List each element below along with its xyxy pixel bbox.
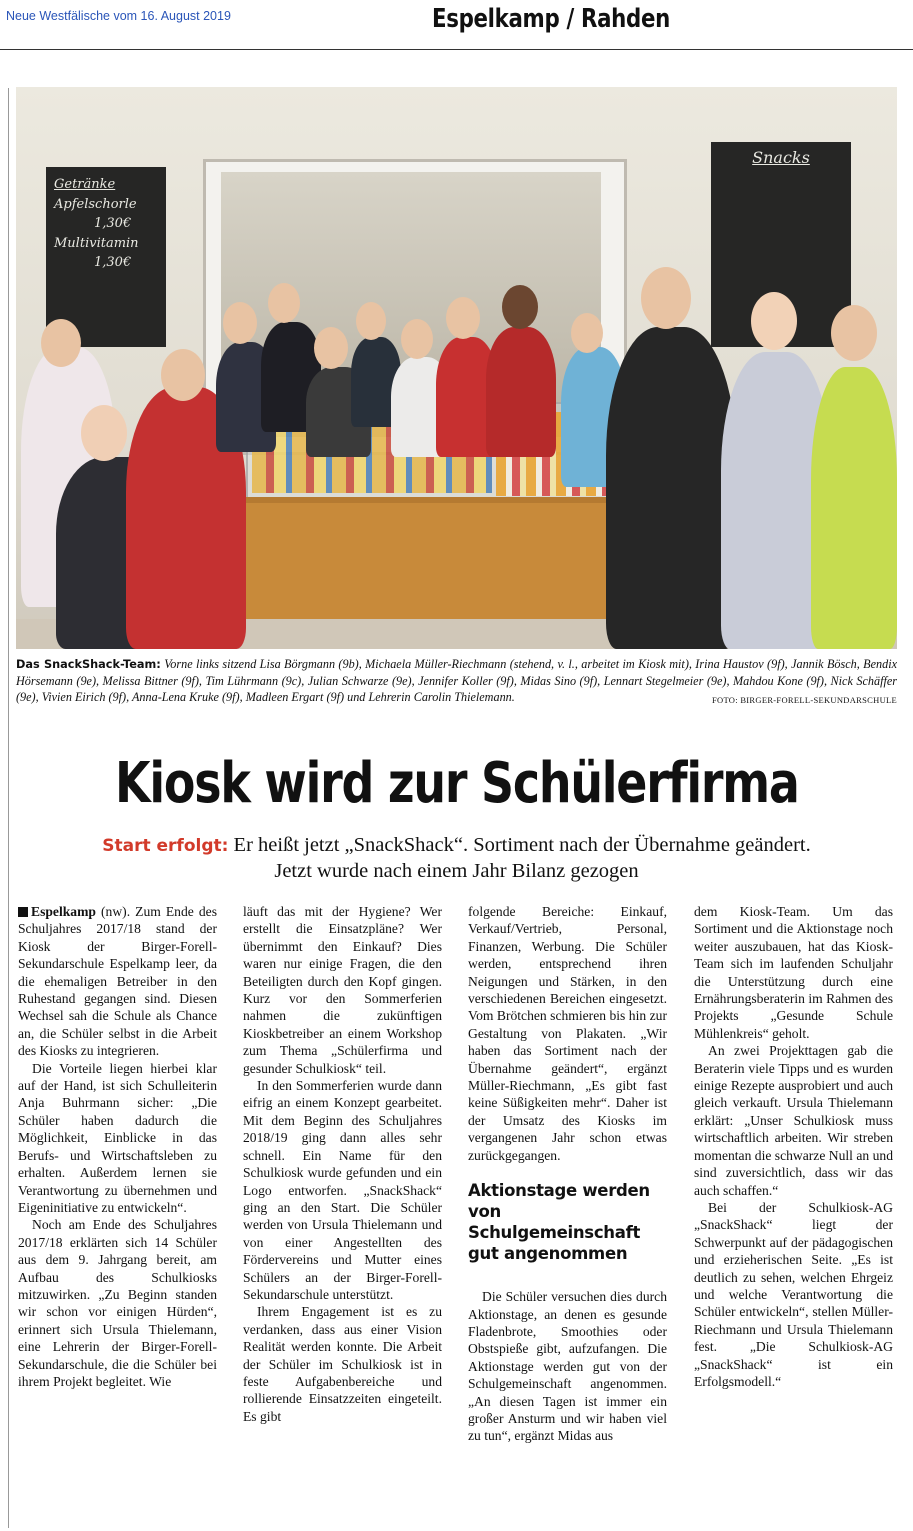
dateline: Espelkamp bbox=[31, 904, 96, 919]
caption-text: Vorne links sitzend Lisa Börgmann (9b), Michaela Müller-Riechmann (stehend, v. l., arbeitet im Kiosk mit), Irina Haustov (9f), Jannik Bösch, Bendix Hörsemann (9e), Melissa Bittner (9f), Tim Lührmann (9c), Julian Schwarze (9e), Jennifer Koller (9f), Midas Sino (9f), Lennart Stegelmeier (9e), Mahdou Kone (9f), Nick Schäffer (9e), Vivien Eirich (9f), Anna-Lena Kruke (9f), Madleen Ergart (9f) und Lehrerin Carolin Thielemann. bbox=[16, 657, 897, 704]
header-divider bbox=[0, 49, 913, 50]
photo-credit: FOTO: BIRGER-FORELL-SEKUNDARSCHULE bbox=[711, 695, 897, 705]
person-head bbox=[41, 319, 81, 367]
section-title: Espelkamp / Rahden bbox=[432, 4, 670, 34]
article-paragraph bbox=[18, 903, 217, 1060]
person-head bbox=[571, 313, 603, 353]
person-head bbox=[751, 292, 797, 350]
board-line: Getränke bbox=[54, 177, 116, 192]
headline-text: Kiosk wird zur Schülerfirma bbox=[114, 751, 799, 816]
article-paragraph: Die Vorteile liegen hierbei klar auf der Hand, ist sich Schulleiterin Anja Buhrmann sicher: „Die Schüler haben dadurch die Möglichkeit, Einblicke in das Berufs- und Wirtschaftsleben zu erhalten. Außerdem lernen sie Verantwortung zu übernehmen und Eigeninitiative zu entwickeln“. bbox=[18, 1060, 217, 1215]
board-line: Apfelschorle bbox=[54, 196, 137, 212]
article-paragraph: dem Kiosk-Team. Um das Sortiment und die Aktionstage noch weiter auszubauen, hat das Kiosk-Team sich im laufenden Schuljahr die Unterstützung durch eine Ernährungsberaterin im Rahmen des Projekts „Gesunde Schule Mühlenkreis“ geholt. bbox=[694, 904, 893, 1041]
newspaper-source: Neue Westfälische vom 16. August 2019 bbox=[6, 9, 231, 23]
article-headline bbox=[0, 752, 913, 816]
person-head bbox=[268, 283, 300, 323]
subhead-line2: Jetzt wurde nach einem Jahr Bilanz gezogen bbox=[274, 860, 639, 882]
paragraph-text: (nw). Zum Ende des Schuljahres 2017/18 stand der Kiosk der Birger-Forell-Sekundarschule Espelkamp leer, da die ehemaligen Betreiber in den Ruhestand gegangen sind. Diesen Wechsel sah die Schule als Chance an, die Schüler selbst in die Arbeit des Kiosks zu integrieren. bbox=[18, 904, 217, 1059]
article-paragraph: Die Schüler versuchen dies durch Aktionstage, an denen es gesunde Fladenbrote, Smoothies oder Obstspieße gibt, aufzufangen. Die Aktionstage werden gut von der Schulgemeinschaft angenommen. „An diesen Tagen ist immer ein großer Ansturm und wir haben viel zu tun“, ergänzt Midas aus bbox=[468, 1289, 667, 1444]
person-head bbox=[356, 302, 386, 340]
article-column-1 bbox=[18, 903, 217, 1390]
article-paragraph: folgende Bereiche: Einkauf, Verkauf/Vertrieb, Personal, Finanzen, Werbung. Die Schüler werden, entsprechend ihren Neigungen und Stärken, in den verschiedenen Bereichen eingesetzt. Vom Brötchen schmieren bis hin zur Gestaltung von Plakaten. „Wir haben das Sortiment nach der Übernahme geändert“, ergänzt Müller-Riechmann, „Es gibt fast keine Süßigkeiten mehr“. Daher ist der Umsatz des Kiosks im vergangenen Jahr schon etwas zurückgegangen. bbox=[468, 904, 667, 1163]
person-head bbox=[223, 302, 257, 344]
article-paragraph: In den Sommerferien wurde dann eifrig an einem Konzept gearbeitet. Mit dem Beginn des Schuljahres 2018/19 ging dann alles sehr schnell. Ein Name für den Schulkiosk wurde gefunden und ein Logo entworfen. „SnackShack“ ging an den Start. Die Schüler werden von Ursula Thielemann und von einer Angestellten des Fördervereins und Mutter eines Schülers an der Birger-Forell-Sekundarschule unterstützt. bbox=[243, 1078, 442, 1302]
article-subheadline bbox=[20, 833, 893, 884]
board-line: 1,30€ bbox=[94, 255, 132, 270]
person-figure bbox=[486, 327, 556, 457]
person-head bbox=[81, 405, 127, 461]
person-head bbox=[446, 297, 480, 339]
person-head bbox=[161, 349, 205, 401]
person-figure bbox=[606, 327, 736, 649]
square-bullet-icon bbox=[18, 907, 28, 917]
person-head bbox=[314, 327, 348, 369]
photo-caption bbox=[16, 656, 897, 708]
article-column-3 bbox=[468, 903, 667, 1445]
person-head bbox=[502, 285, 538, 329]
subhead-line1: Er heißt jetzt „SnackShack“. Sortiment nach der Übernahme geändert. bbox=[233, 834, 811, 856]
subhead-kicker: Start erfolgt: bbox=[102, 836, 229, 856]
article-interheadline: Aktionstage werden von Schulgemeinschaft gut angenommen bbox=[468, 1181, 650, 1264]
article-paragraph: Bei der Schulkiosk-AG „SnackShack“ liegt der Schwerpunkt auf der pädagogischen und erzieherischen Seite. „Es ist deutlich zu sehen, welchen Ehrgeiz und welche Verantwortung die Schüler entwickeln“, stellen Müller-Riechmann und Ursula Thielemann fest. „Die Schulkiosk-AG „SnackShack“ ist ein Erfolgsmodell.“ bbox=[694, 1199, 893, 1389]
person-figure bbox=[811, 367, 897, 649]
person-head bbox=[401, 319, 433, 359]
person-head bbox=[831, 305, 877, 361]
article-paragraph: An zwei Projekttagen gab die Beraterin viele Tipps und es wurden einige Rezepte ausprobiert und auch gleich verkauft. Ursula Thielemann erklärt: „Unser Schulkiosk muss wirtschaftlich arbeiten. Wir streben momentan die schwarze Null an und sind zuversichtlich, dass wir das auch schaffen.“ bbox=[694, 1043, 893, 1198]
caption-label: Das SnackShack-Team: bbox=[16, 658, 161, 671]
board-line: 1,30€ bbox=[94, 216, 132, 231]
board-line: Multivitamin bbox=[54, 235, 139, 251]
article-column-4 bbox=[694, 903, 893, 1390]
team-photo bbox=[16, 87, 897, 649]
person-head bbox=[641, 267, 691, 329]
article-paragraph: läuft das mit der Hygiene? Wer erstellt die Einsatzpläne? Wer übernimmt den Einkauf? Dies waren nur einige Fragen, die den Beteiligten durch den Kopf gingen. Kurz vor den Sommerferien nahmen die zukünftigen Kioskbetreiber an einem Workshop zum Thema „Schülerfirma und gesunder Schulkiosk“ teil. bbox=[243, 904, 442, 1076]
article-paragraph: Noch am Ende des Schuljahres 2017/18 erklärten sich 14 Schüler aus dem 9. Jahrgang bereit, am Aufbau des Schulkiosks mitzuwirken. „Zu Beginn standen wir schon vor einigen Hürden“, erinnert sich Ursula Thielemann, eine Lehrerin der Birger-Forell-Sekundarschule, die die Schüler bei ihrem Projekt begleitet. Wie bbox=[18, 1217, 217, 1389]
article-paragraph: Ihrem Engagement ist es zu verdanken, dass aus einer Vision Realität werden konnte. Die Arbeit der Schüler im Schulkiosk ist in feste Aufgabenbereiche und rollierende Einsatzzeiten eingeteilt. Es gibt bbox=[243, 1304, 442, 1424]
board-title: Snacks bbox=[752, 148, 810, 167]
article-column-2 bbox=[243, 903, 442, 1425]
